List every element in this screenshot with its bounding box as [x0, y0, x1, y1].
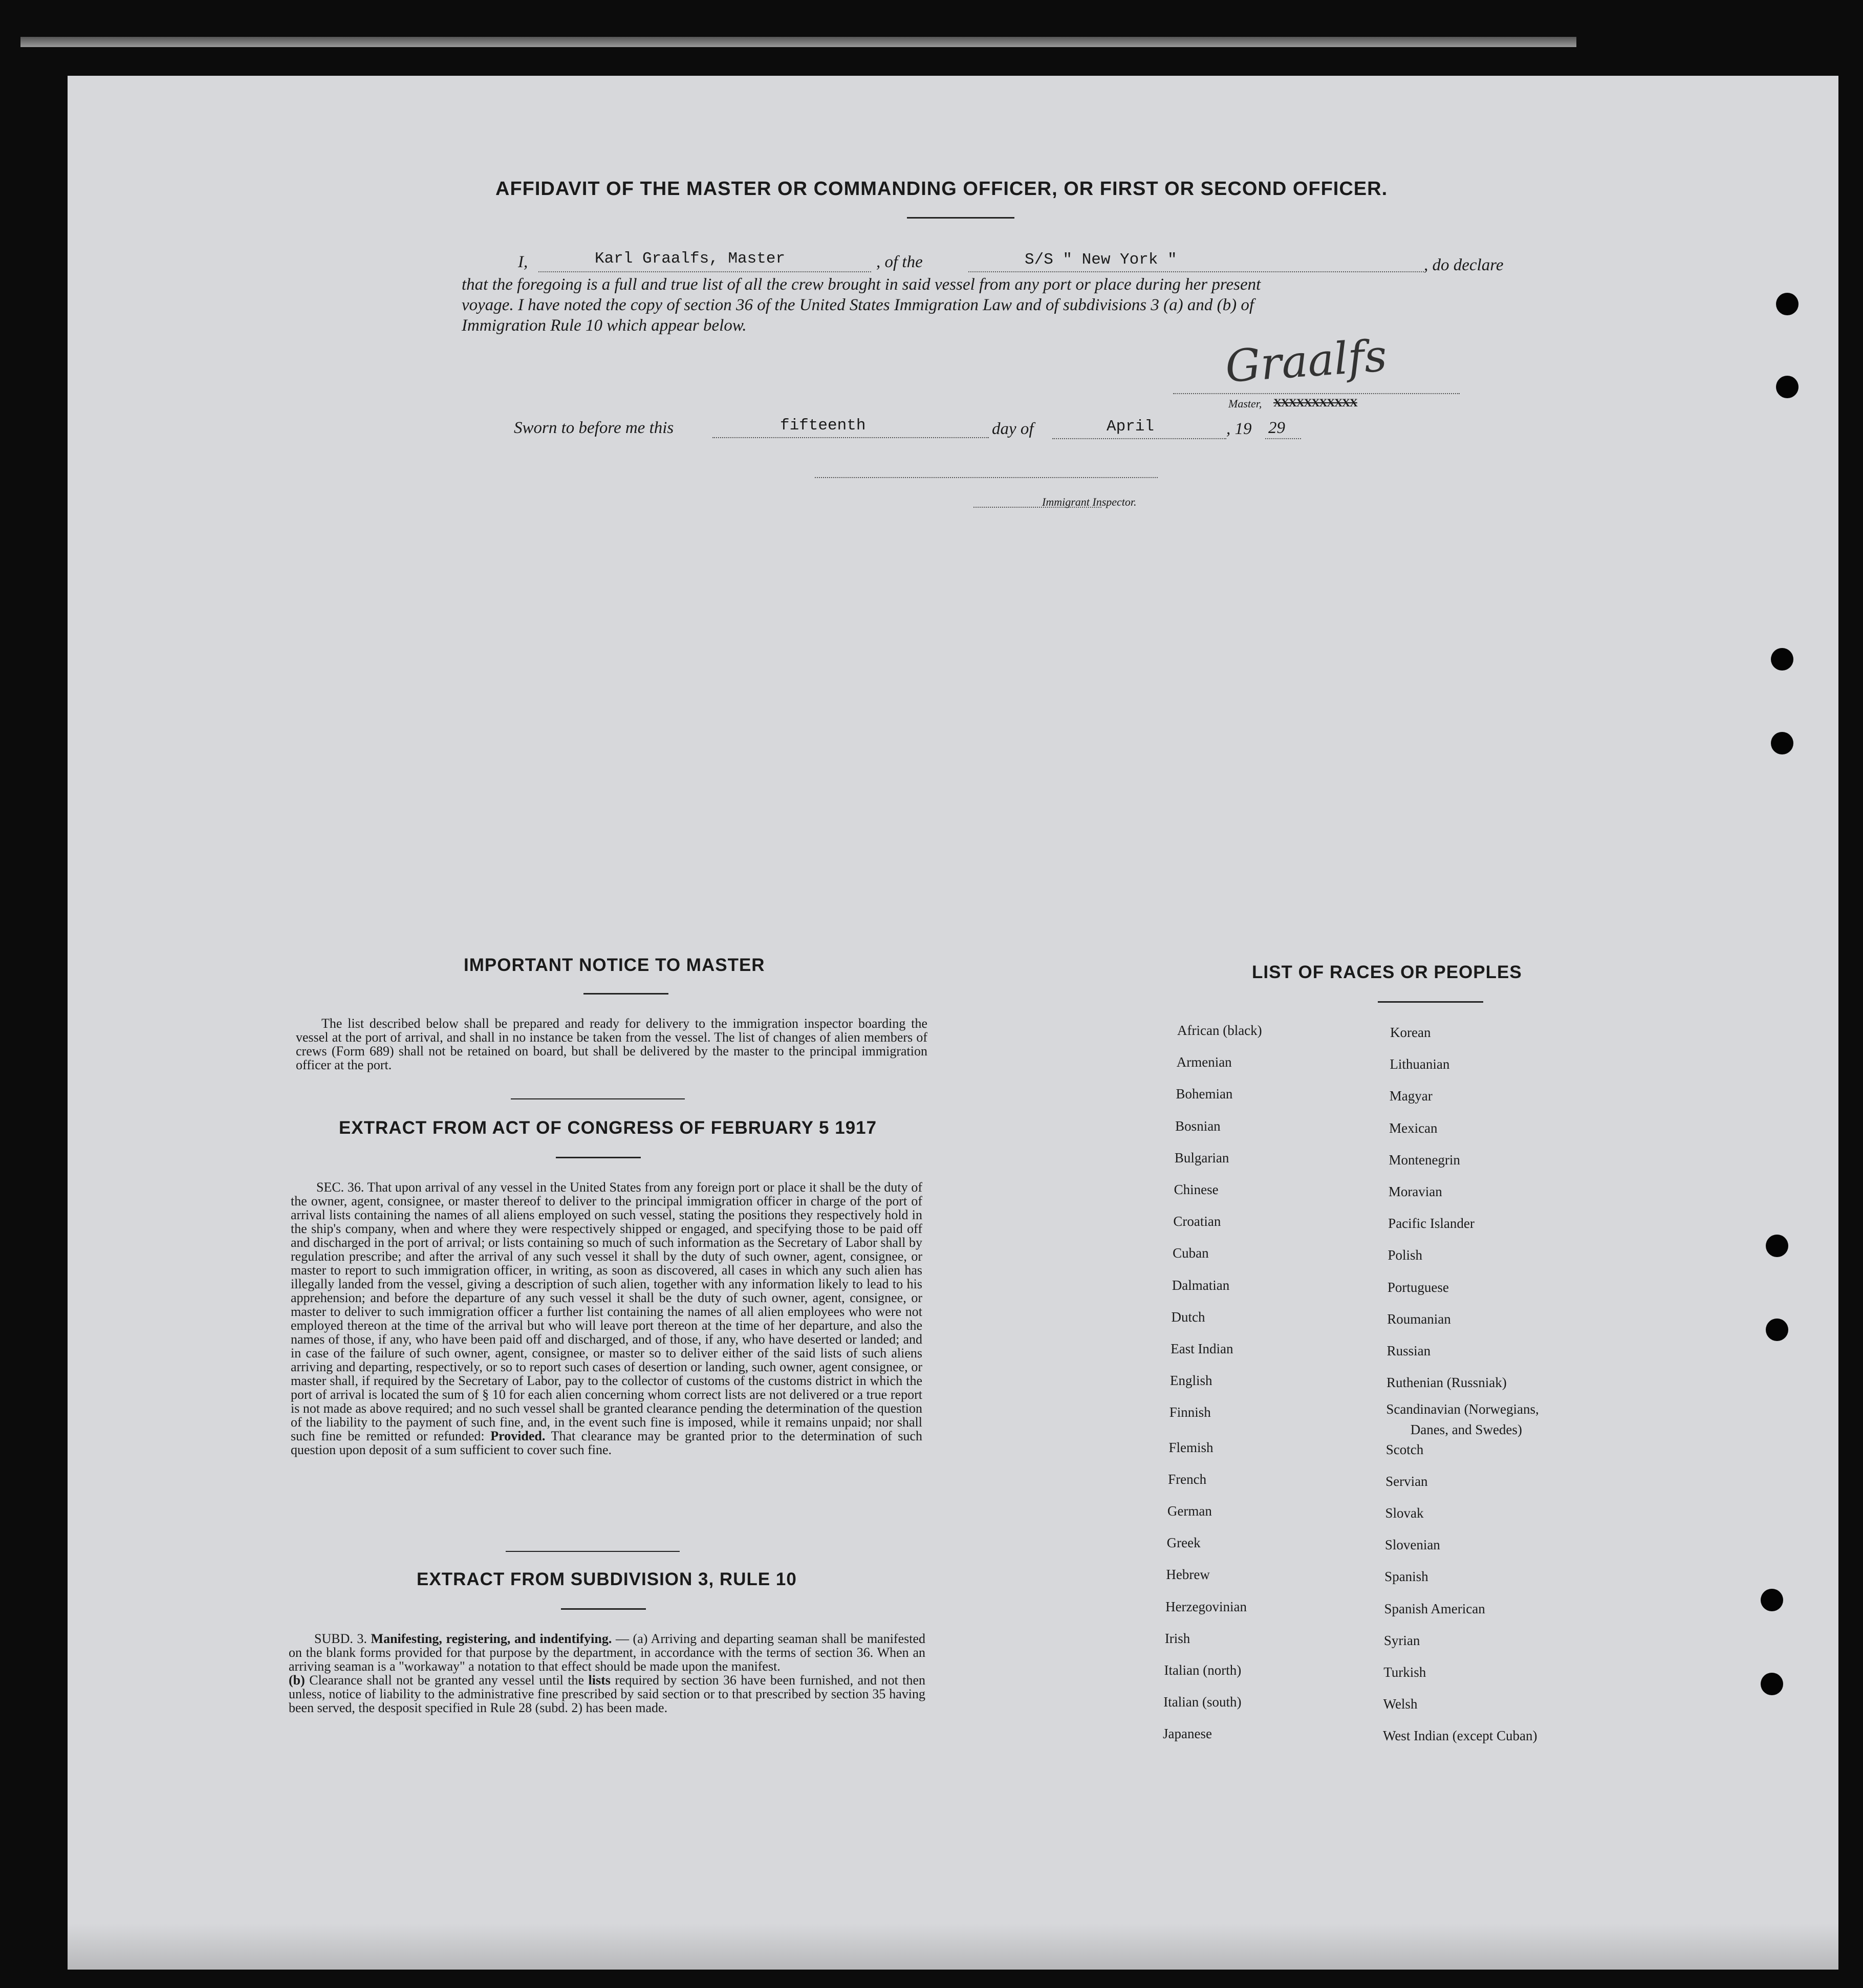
race-item: West Indian (except Cuban) [1383, 1728, 1537, 1744]
race-item: Servian [1385, 1473, 1428, 1489]
master-name-value: Karl Graalfs, Master [595, 250, 786, 268]
binder-hole [1761, 1673, 1783, 1695]
vessel-name-value: S/S " New York " [1025, 251, 1177, 269]
name-line [538, 271, 871, 272]
race-item: Slovenian [1384, 1537, 1440, 1553]
affidavit-line-2: that the foregoing is a full and true list of all the crew brought in said vessel from any port or place during her present [462, 275, 1261, 294]
race-item: Spanish [1384, 1569, 1428, 1585]
race-item: Cuban [1173, 1245, 1209, 1261]
race-item: Welsh [1383, 1696, 1418, 1712]
extract-act-separator [506, 1551, 680, 1552]
race-item: Bosnian [1175, 1118, 1221, 1134]
extract-act-underline [556, 1157, 641, 1158]
race-item: Moravian [1388, 1184, 1442, 1199]
inspector-label: Immigrant Inspector. [1042, 495, 1137, 508]
sec-36-tail: That clearance may be granted prior to the determination of such question upon deposit of a sum sufficient to cover such fine. [291, 1429, 923, 1457]
race-item: Greek [1166, 1535, 1201, 1551]
notice-underline [583, 993, 668, 995]
affidavit-line-4: Immigration Rule 10 which appear below. [462, 316, 747, 335]
of-the-text: , of the [876, 253, 923, 271]
race-item: Polish [1388, 1247, 1423, 1263]
race-item: Irish [1164, 1630, 1190, 1646]
race-item: Italian (south) [1163, 1694, 1242, 1710]
race-item: Turkish [1383, 1665, 1426, 1680]
races-underline [1378, 1001, 1483, 1003]
para-b-start: Clearance shall not be granted any vessel until the [309, 1673, 584, 1688]
race-item: Italian (north) [1164, 1662, 1242, 1678]
year-value: 29 [1268, 419, 1285, 437]
race-item: German [1167, 1503, 1212, 1519]
vessel-line [968, 271, 1424, 272]
year-line [1265, 438, 1301, 439]
day-line [712, 437, 989, 438]
races-title: LIST OF RACES OR PEOPLES [1252, 962, 1522, 982]
race-item: Ruthenian (Russniak) [1387, 1375, 1507, 1391]
binder-hole [1776, 293, 1799, 315]
b-label: (b) [289, 1673, 305, 1688]
race-item: English [1170, 1373, 1212, 1389]
race-item: Croatian [1173, 1214, 1221, 1229]
race-item: Russian [1387, 1343, 1431, 1358]
provided-word: Provided. [490, 1429, 546, 1443]
signature-line [1173, 393, 1460, 394]
race-item: African (black) [1177, 1023, 1262, 1038]
race-item: Pacific Islander [1388, 1216, 1475, 1231]
notice-body: The list described below shall be prepared and ready for delivery to the immigration inspector boarding the vessel at the port of arrival, and shall in no instance be taken from the vessel. The list of changes of alien members of crews (Form 689) shall not be retained on board, but shall be delivered by the master to the principal immigration officer at the port. [296, 1016, 927, 1072]
master-signature: Graalfs [1223, 330, 1389, 393]
notice-separator [511, 1098, 685, 1099]
subd-heading: Manifesting, registering, and indentifying. [371, 1631, 612, 1646]
race-item: Finnish [1169, 1404, 1211, 1420]
binder-hole [1771, 648, 1793, 671]
race-item: Herzegovinian [1165, 1598, 1247, 1614]
race-item: Roumanian [1387, 1311, 1451, 1327]
binder-hole [1761, 1589, 1783, 1611]
month-value: April [1107, 418, 1155, 436]
notice-title: IMPORTANT NOTICE TO MASTER [464, 955, 765, 975]
struck-out-text: XXXXXXXXXXX [1273, 396, 1357, 409]
sworn-text: Sworn to before me this [514, 419, 674, 437]
inspector-line-1 [815, 477, 1158, 478]
race-item: Dutch [1171, 1309, 1205, 1325]
race-item: Hebrew [1166, 1567, 1210, 1583]
race-item: East Indian [1171, 1341, 1233, 1356]
race-item: Portuguese [1387, 1279, 1449, 1295]
race-item: Montenegrin [1389, 1152, 1460, 1168]
month-line [1052, 438, 1226, 439]
race-item: French [1168, 1471, 1207, 1487]
scan-edge-strip [20, 37, 1576, 47]
race-item: Armenian [1176, 1054, 1232, 1070]
race-item: Lithuanian [1390, 1056, 1450, 1072]
day-of-text: day of [992, 420, 1034, 438]
binder-hole [1771, 732, 1793, 754]
race-item: Syrian [1383, 1632, 1420, 1648]
race-item: Mexican [1389, 1120, 1438, 1136]
race-item: Scandinavian (Norwegians, [1386, 1401, 1539, 1417]
title-underline [907, 217, 1014, 219]
sec-36-text: SEC. 36. That upon arrival of any vessel in the United States from any foreign port or place it shall be the duty of the owner, agent, consignee, or master thereof to deliver to the principal immigration officer in charge of the port of arrival lists containing the names of all aliens employed on such vessel, stating the positions they respectively hold in the ship's company, when and where they were respectively shipped or engaged, and specifying those to be paid off and discharged in the port of arrival; or lists containing so much of such information as the Secretary of Labor shall by regulation prescribe; and after the arrival of any such vessel it shall by the duty of such owner, agent, consignee, or master to report to such immigration officer, in writing, as soon as discovered, all cases in which any such alien has illegally landed from the vessel, giving a description of such alien, together with any information likely to lead to his apprehension; and before the departure of any such vessel it shall be the duty of such owner, agent, consignee, or master to deliver to such immigration officer a further list containing the names of all alien employees who were not employed thereon at the time of the arrival but who will leave port thereon at the time of her departure, and also the names of those, if any, who have been paid off and discharged, and of those, if any, who have deserted or landed; and in case of the failure of such owner, agent, consignee, or master so to deliver either of the said lists of such aliens arriving and departing, respectively, or so to report such cases of desertion or landing, such owner, agent consignee, or master shall, if required by the Secretary of Labor, pay to the collector of customs of the customs district in which the port of arrival is located the sum of § 10 for each alien concerning whom correct lists are not delivered or a true report is not made as above required; and no such vessel shall be granted clearance pending the determination of the question of the liability to the payment of such fine, and, in the event such fine is imposed, while it remains unpaid; nor shall such fine be remitted or refunded: [291, 1180, 922, 1443]
race-item: Danes, and Swedes) [1410, 1422, 1522, 1438]
binder-hole [1776, 376, 1799, 398]
race-item: Korean [1390, 1025, 1431, 1040]
binder-hole [1766, 1319, 1788, 1341]
affidavit-line-3: voyage. I have noted the copy of section 36 of the United States Immigration Law and of subdivisions 3 (a) and (b) of [462, 296, 1254, 314]
do-declare-text: , do declare [1424, 256, 1504, 274]
year-prefix: , 19 [1226, 420, 1252, 438]
race-item: Bohemian [1176, 1086, 1233, 1102]
lists-word: lists [588, 1673, 611, 1688]
affidavit-title: AFFIDAVIT OF THE MASTER OR COMMANDING OFFICER, OR FIRST OR SECOND OFFICER. [495, 178, 1388, 200]
race-item: Chinese [1174, 1182, 1219, 1197]
race-item: Japanese [1163, 1726, 1212, 1742]
day-value: fifteenth [780, 417, 866, 435]
document-page [68, 76, 1838, 1970]
para-a: — (a) Arriving and departing seaman shall be manifested on the blank forms provided for that purpose by the department, in accordance with the terms of section 36. When an arriving seaman is a "workaway" a notation to that effect should be made upon the manifest. [289, 1631, 926, 1674]
sec-36-body [291, 1180, 922, 1457]
extract-act-title: EXTRACT FROM ACT OF CONGRESS OF FEBRUARY 5 1917 [339, 1118, 877, 1138]
rule-10-body [289, 1632, 925, 1715]
race-item: Flemish [1168, 1439, 1214, 1455]
extract-rule-title: EXTRACT FROM SUBDIVISION 3, RULE 10 [417, 1569, 797, 1589]
binder-hole [1766, 1235, 1788, 1257]
race-item: Slovak [1385, 1505, 1424, 1521]
master-label: Master, [1228, 397, 1262, 410]
extract-rule-underline [561, 1608, 646, 1610]
race-item: Bulgarian [1174, 1150, 1229, 1165]
para-b-end: required by section 36 have been furnished, and not then unless, notice of liability to the administrative fine prescribed by said section or to that prescribed by section 35 having been served, the desposit specified in Rule 28 (subd. 2) has been made. [289, 1673, 926, 1715]
affidavit-i: I, [518, 253, 528, 271]
race-item: Dalmatian [1172, 1277, 1230, 1293]
race-item: Scotch [1385, 1441, 1424, 1457]
subd-label: SUBD. 3. [314, 1631, 367, 1646]
race-item: Spanish American [1384, 1601, 1485, 1616]
race-item: Magyar [1389, 1088, 1433, 1104]
